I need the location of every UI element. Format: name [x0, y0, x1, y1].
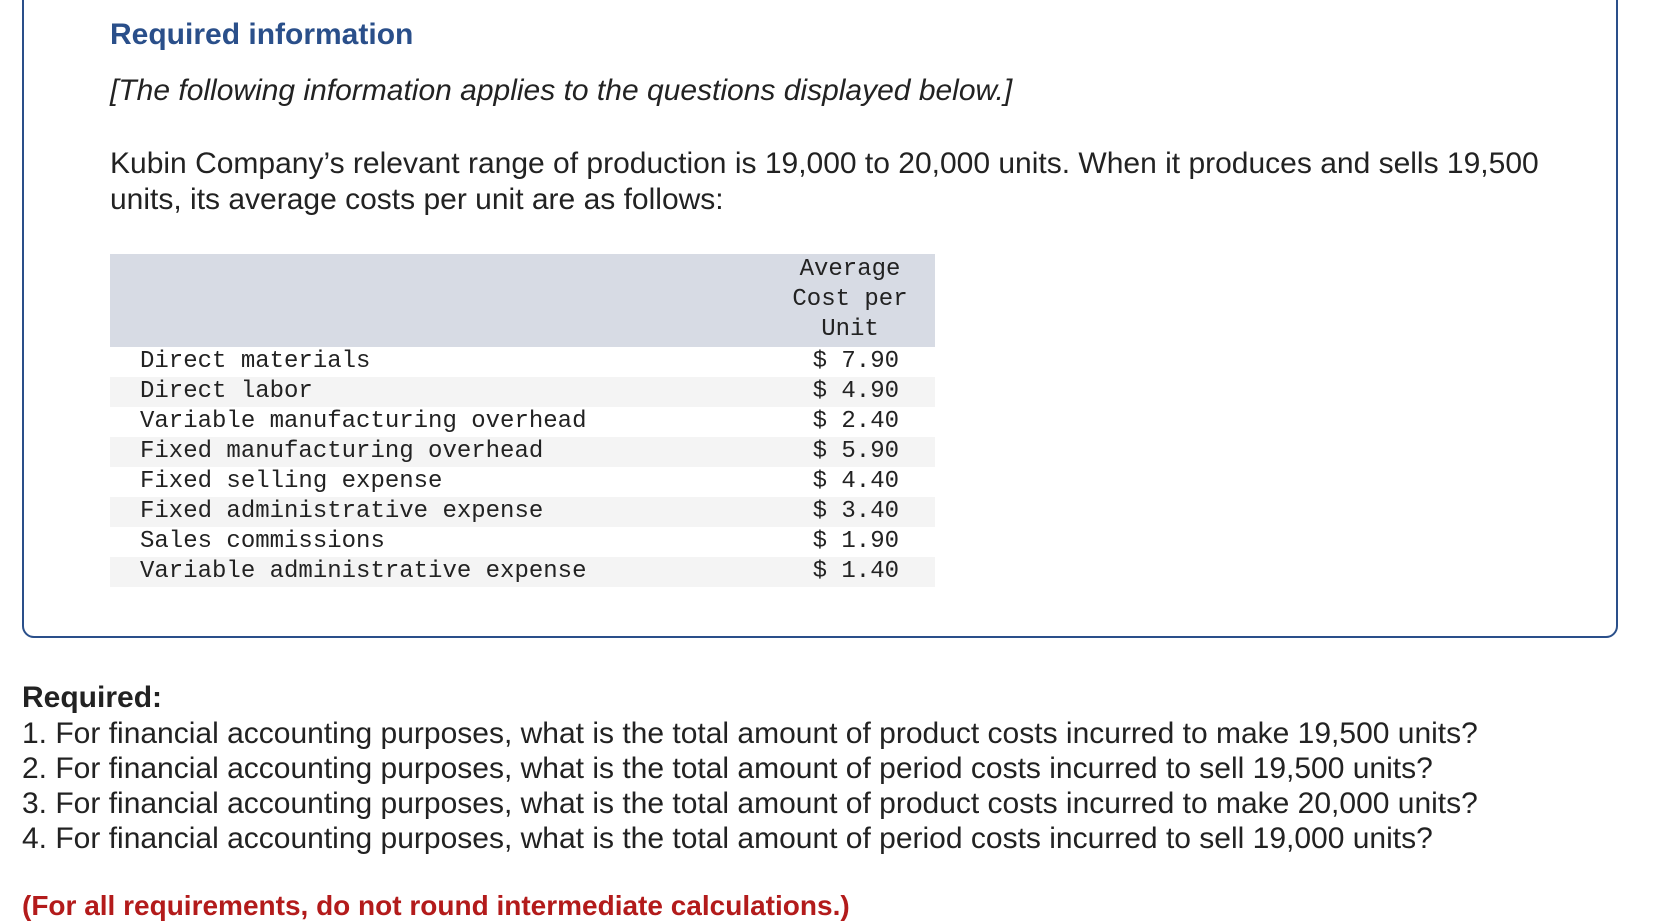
question-4: 4. For financial accounting purposes, what is the total amount of period costs incurred to sell 19,000 units? — [22, 822, 1433, 855]
cost-value: $ 3.40 — [765, 497, 935, 527]
info-title: Required information — [110, 18, 414, 51]
required-section — [22, 680, 1642, 856]
table-header-average-cost — [765, 254, 935, 347]
cost-item: Direct materials — [140, 348, 371, 375]
table-row — [110, 347, 935, 377]
table-row — [110, 377, 935, 407]
table-row — [110, 557, 935, 587]
cost-item: Fixed selling expense — [140, 468, 443, 495]
cost-value: $ 4.90 — [765, 377, 935, 407]
cost-item: Variable administrative expense — [110, 557, 765, 587]
cost-value: $ 7.90 — [812, 348, 899, 375]
question-1: 1. For financial accounting purposes, what is the total amount of product costs incurred to make 19,500 units? — [22, 717, 1478, 750]
cost-value: $ 1.40 — [765, 557, 935, 587]
table-row — [110, 527, 935, 557]
cost-value: $ 5.90 — [765, 437, 935, 467]
cost-item: Direct labor — [110, 377, 765, 407]
table-row — [110, 437, 935, 467]
cost-value: $ 4.40 — [812, 468, 899, 495]
info-intro: Kubin Company’s relevant range of production is 19,000 to 20,000 units. When it produces and sells 19,500 units, its average costs per unit are as follows: — [110, 147, 1539, 216]
table-header-blank — [110, 254, 765, 347]
header-line: Unit — [821, 316, 879, 343]
table-row — [110, 497, 935, 527]
cost-value: $ 2.40 — [812, 408, 899, 435]
question-3: 3. For financial accounting purposes, what is the total amount of product costs incurred to make 20,000 units? — [22, 787, 1478, 820]
cost-item: Fixed manufacturing overhead — [110, 437, 765, 467]
cost-value: $ 1.90 — [812, 528, 899, 555]
rounding-instruction: (For all requirements, do not round intermediate calculations.) — [22, 890, 850, 921]
cost-table — [110, 254, 935, 587]
table-header-row — [110, 254, 935, 347]
question-2: 2. For financial accounting purposes, what is the total amount of period costs incurred to sell 19,500 units? — [22, 752, 1433, 785]
header-line: Average — [799, 256, 901, 283]
cost-item: Variable manufacturing overhead — [140, 408, 587, 435]
info-note: [The following information applies to the questions displayed below.] — [110, 74, 1013, 107]
header-line: Cost per — [792, 286, 908, 313]
table-row — [110, 467, 935, 497]
cost-item: Sales commissions — [140, 528, 385, 555]
cost-item: Fixed administrative expense — [110, 497, 765, 527]
table-row — [110, 407, 935, 437]
required-heading: Required: — [22, 681, 163, 714]
